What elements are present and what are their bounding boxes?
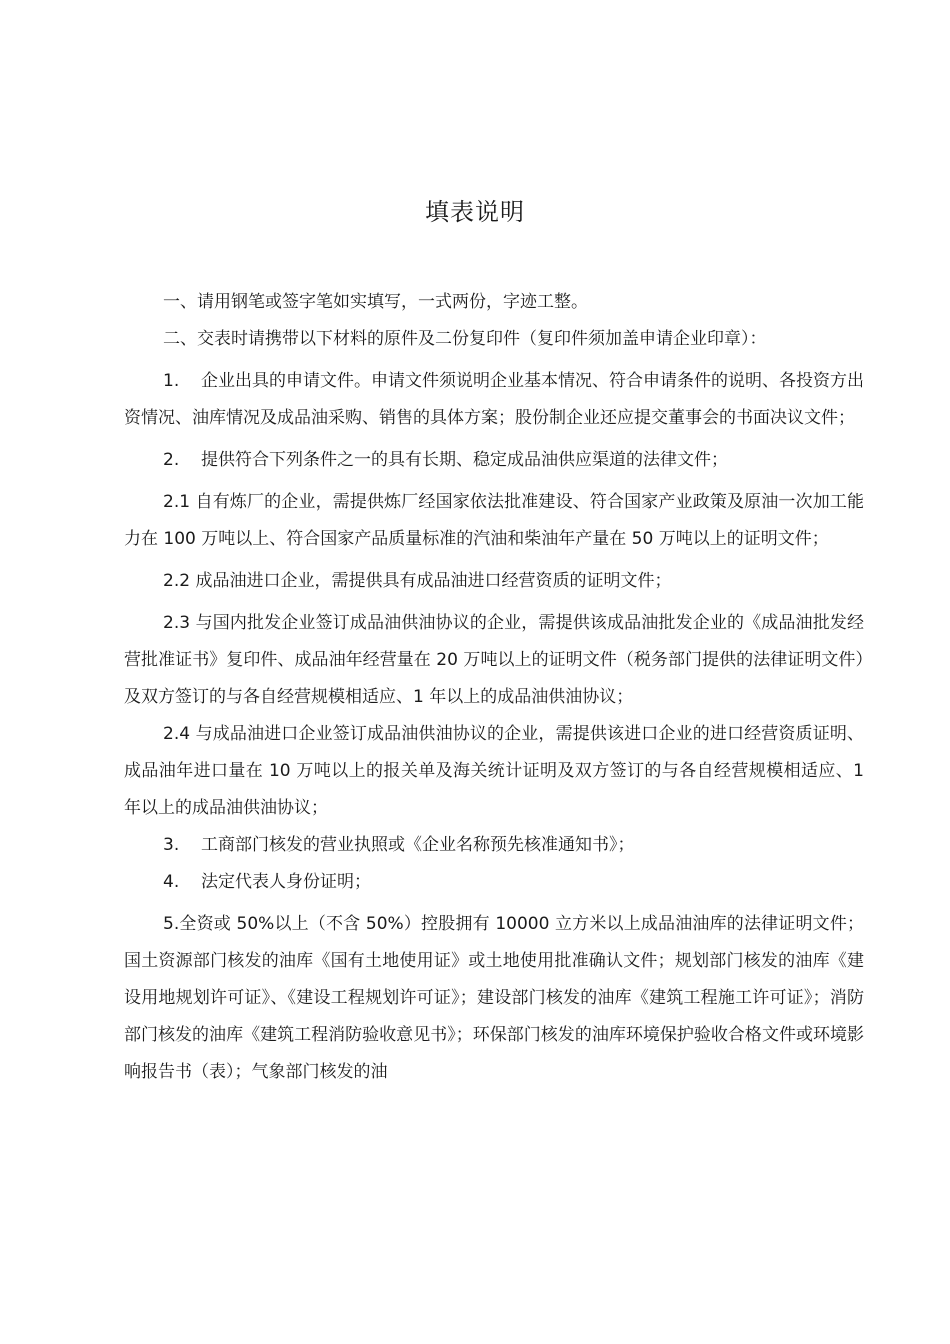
item-number: 4. <box>163 872 180 892</box>
instruction-paragraph <box>124 605 864 716</box>
instruction-paragraph <box>124 284 864 321</box>
paragraph-text: 法定代表人身份证明； <box>201 872 371 892</box>
paragraph-text: 提供符合下列条件之一的具有长期、稳定成品油供应渠道的法律文件； <box>201 450 728 470</box>
paragraph-text: 2.4 与成品油进口企业签订成品油供油协议的企业，需提供该进口企业的进口经营资质证明、成品油年进口量在 10 万吨以上的报关单及海关统计证明及双方签订的与各自经营规模相适应、1 年以上的成品油供油协议； <box>124 724 864 818</box>
instruction-paragraph <box>124 864 864 901</box>
instruction-paragraph <box>124 442 864 479</box>
instruction-paragraph <box>124 484 864 558</box>
paragraph-text: 5.全资或 50%以上（不含 50%）控股拥有 10000 立方米以上成品油油库的法律证明文件；国土资源部门核发的油库《国有土地使用证》或土地使用批准确认文件；规划部门核发的油库《建设用地规划许可证》、《建设工程规划许可证》；建设部门核发的油库《建筑工程施工许可证》；消防部门核发的油库《建筑工程消防验收意见书》；环保部门核发的油库环境保护验收合格文件或环境影响报告书（表）；气象部门核发的油 <box>124 914 864 1082</box>
instruction-paragraph <box>124 363 864 437</box>
instruction-paragraph <box>124 716 864 827</box>
paragraph-text: 企业出具的申请文件。申请文件须说明企业基本情况、符合申请条件的说明、各投资方出资情况、油库情况及成品油采购、销售的具体方案；股份制企业还应提交董事会的书面决议文件； <box>124 371 864 428</box>
item-number: 3. <box>163 835 180 855</box>
item-number: 2. <box>163 450 180 470</box>
instruction-paragraph <box>124 563 864 600</box>
instructions-body <box>124 284 864 1091</box>
paragraph-text: 2.1 自有炼厂的企业，需提供炼厂经国家依法批准建设、符合国家产业政策及原油一次加工能力在 100 万吨以上、符合国家产品质量标准的汽油和柴油年产量在 50 万吨以上的证明文件； <box>124 492 864 549</box>
paragraph-text: 二、交表时请携带以下材料的原件及二份复印件（复印件须加盖申请企业印章）： <box>163 329 767 349</box>
paragraph-text: 2.3 与国内批发企业签订成品油供油协议的企业，需提供该成品油批发企业的《成品油批发经营批准证书》复印件、成品油年经营量在 20 万吨以上的证明文件（税务部门提供的法律证明文件）及双方签订的与各自经营规模相适应、1 年以上的成品油供油协议； <box>124 613 864 707</box>
instruction-paragraph <box>124 827 864 864</box>
paragraph-text: 2.2 成品油进口企业，需提供具有成品油进口经营资质的证明文件； <box>163 571 672 591</box>
instruction-paragraph <box>124 321 864 358</box>
instruction-paragraph <box>124 906 864 1091</box>
paragraph-text: 工商部门核发的营业执照或《企业名称预先核准通知书》； <box>201 835 635 855</box>
item-number: 1. <box>163 371 180 391</box>
paragraph-text: 一、请用钢笔或签字笔如实填写，一式两份，字迹工整。 <box>163 292 588 312</box>
page-title: 填表说明 <box>425 198 525 226</box>
